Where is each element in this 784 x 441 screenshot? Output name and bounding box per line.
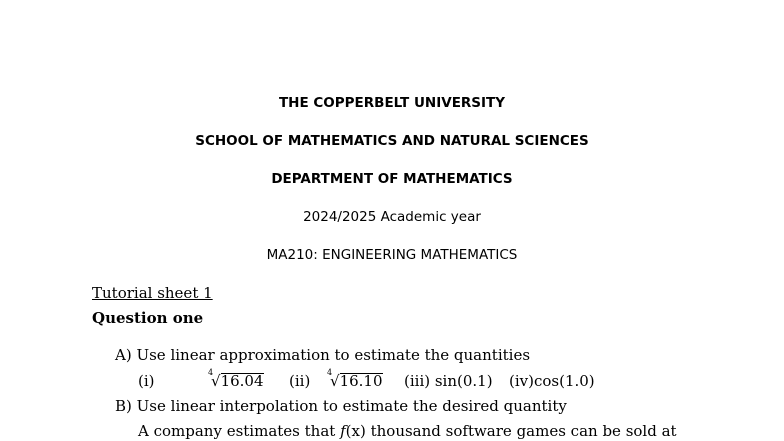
- university-name: THE COPPERBELT UNIVERSITY: [278, 95, 506, 111]
- part-a: [115, 346, 530, 364]
- tutorial-sheet-title: Tutorial sheet 1: [92, 284, 213, 302]
- question-heading: Question one: [92, 309, 204, 327]
- part-a-label: A): [115, 346, 132, 364]
- root-index: 4: [327, 368, 333, 377]
- part-a-item-ii-root: 4 √16.10: [327, 368, 383, 390]
- part-a-text: Use linear approximation to estimate the quantities: [136, 346, 531, 364]
- part-b: [115, 397, 567, 415]
- function-expression: f(x): [340, 422, 366, 440]
- part-a-item-ii-label: (ii): [289, 372, 311, 390]
- radicand-ii: 16.10: [339, 372, 383, 390]
- academic-year: 2024/2025 Academic year: [303, 209, 481, 225]
- part-b-line: [138, 422, 677, 440]
- part-a-item-iii: (iii) sin(0.1): [404, 372, 493, 390]
- course-title: MA210: ENGINEERING MATHEMATICS: [266, 247, 518, 263]
- part-b-line-start: A company estimates that: [138, 422, 336, 440]
- part-b-label: B): [115, 397, 132, 415]
- department-name: DEPARTMENT OF MATHEMATICS: [271, 171, 513, 187]
- radicand-i: 16.04: [220, 372, 264, 390]
- part-b-line-end: thousand software games can be sold at: [370, 422, 677, 440]
- part-b-text: Use linear interpolation to estimate the desired quantity: [136, 397, 567, 415]
- root-index: 4: [208, 368, 214, 377]
- part-a-item-i-root: 4 √16.04: [208, 368, 264, 390]
- school-name: SCHOOL OF MATHEMATICS AND NATURAL SCIENCES: [195, 133, 589, 149]
- part-a-item-iv: (iv)cos(1.0): [509, 372, 595, 390]
- part-a-item-i-label: (i): [138, 372, 155, 390]
